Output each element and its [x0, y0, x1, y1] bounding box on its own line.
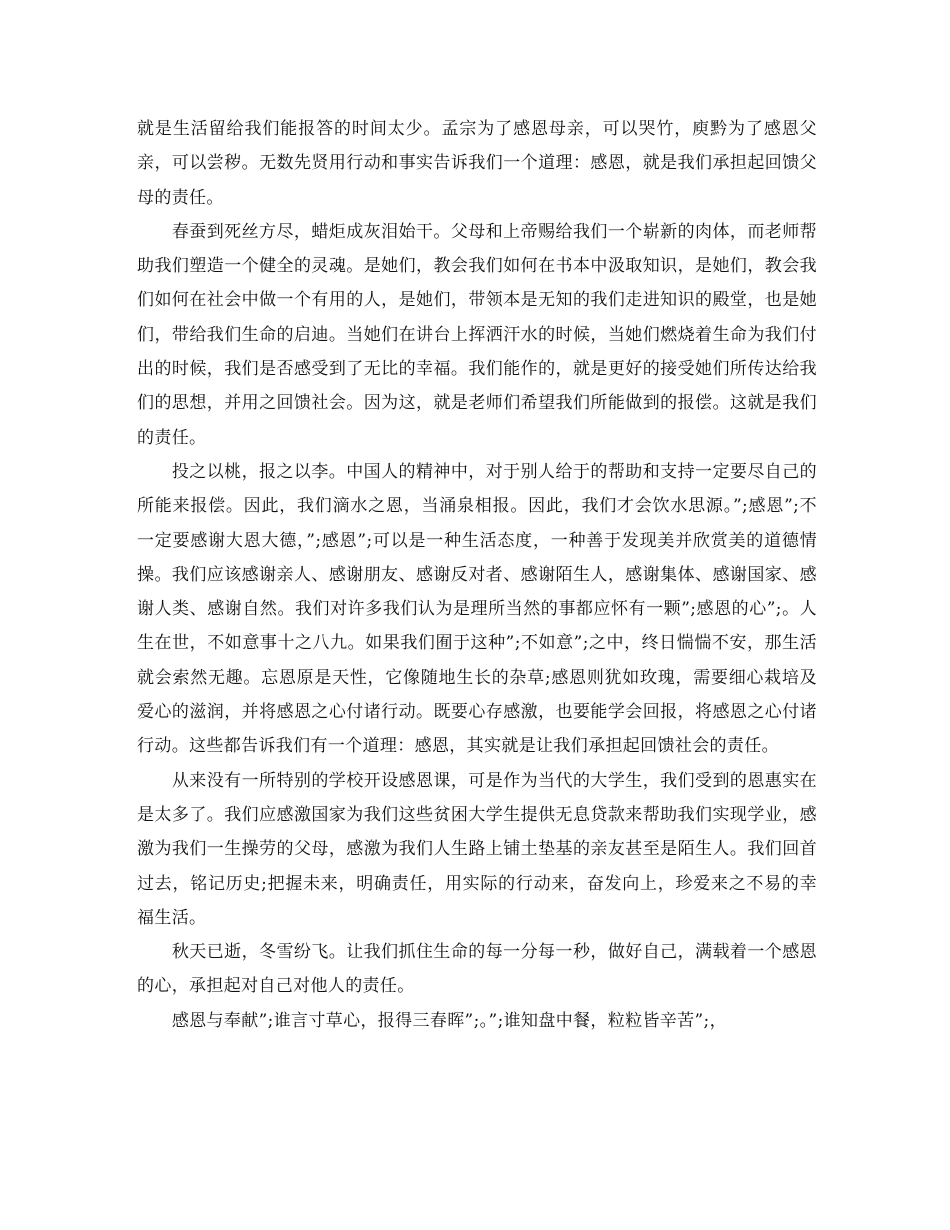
paragraph-2: 春蚕到死丝方尽，蜡炬成灰泪始干。父母和上帝赐给我们一个崭新的肉体，而老师帮助我们塑造一个健全的灵魂。是她们，教会我们如何在书本中汲取知识，是她们，教会我们如何在社会中做一个有用的人，是她们，带领本是无知的我们走进知识的殿堂，也是她们，带给我们生命的启迪。当她们在讲台上挥洒汗水的时候，当她们燃烧着生命为我们付出的时候，我们是否感受到了无比的幸福。我们能作的，就是更好的接受她们所传达给我们的思想，并用之回馈社会。因为这，就是老师们希望我们所能做到的报偿。这就是我们的责任。	[137, 221, 817, 448]
paragraph-3: 投之以桃，报之以李。中国人的精神中，对于别人给于的帮助和支持一定要尽自己的所能来报偿。因此，我们滴水之恩，当涌泉相报。因此，我们才会饮水思源。”;感恩”;不一定要感谢大恩大德，”;感恩”;可以是一种生活态度，一种善于发现美并欣赏美的道德情操。我们应该感谢亲人、感谢朋友、感谢反对者、感谢陌生人，感谢集体、感谢国家、感谢人类、感谢自然。我们对许多我们认为是理所当然的事都应怀有一颗”;感恩的心”;。人生在世，不如意事十之八九。如果我们囿于这种”;不如意”;之中，终日惴惴不安，那生活就会索然无趣。忘恩原是天性，它像随地生长的杂草;感恩则犹如玫瑰，需要细心栽培及爱心的滋润，并将感恩之心付诸行动。既要心存感激，也要能学会回报，将感恩之心付诸行动。这些都告诉我们有一个道理：感恩，其实就是让我们承担起回馈社会的责任。	[137, 461, 817, 757]
paragraph-4: 从来没有一所特别的学校开设感恩课，可是作为当代的大学生，我们受到的恩惠实在是太多了。我们应感激国家为我们这些贫困大学生提供无息贷款来帮助我们实现学业，感激为我们一生操劳的父母，感激为我们人生路上铺土垫基的亲友甚至是陌生人。我们回首过去，铭记历史;把握未来，明确责任，用实际的行动来，奋发向上，珍爱来之不易的幸福生活。	[137, 770, 817, 928]
paragraph-1: 就是生活留给我们能报答的时间太少。孟宗为了感恩母亲，可以哭竹，庾黔为了感恩父亲，可以尝秽。无数先贤用行动和事实告诉我们一个道理：感恩，就是我们承担起回馈父母的责任。	[137, 119, 817, 208]
paragraph-6: 感恩与奉献”;谁言寸草心，报得三春晖”;。”;谁知盘中餐，粒粒皆辛苦”;，	[171, 1010, 727, 1031]
document-body	[137, 112, 817, 1038]
paragraph-5: 秋天已逝，冬雪纷飞。让我们抓住生命的每一分每一秒，做好自己，满载着一个感恩的心，承担起对自己对他人的责任。	[137, 942, 817, 997]
